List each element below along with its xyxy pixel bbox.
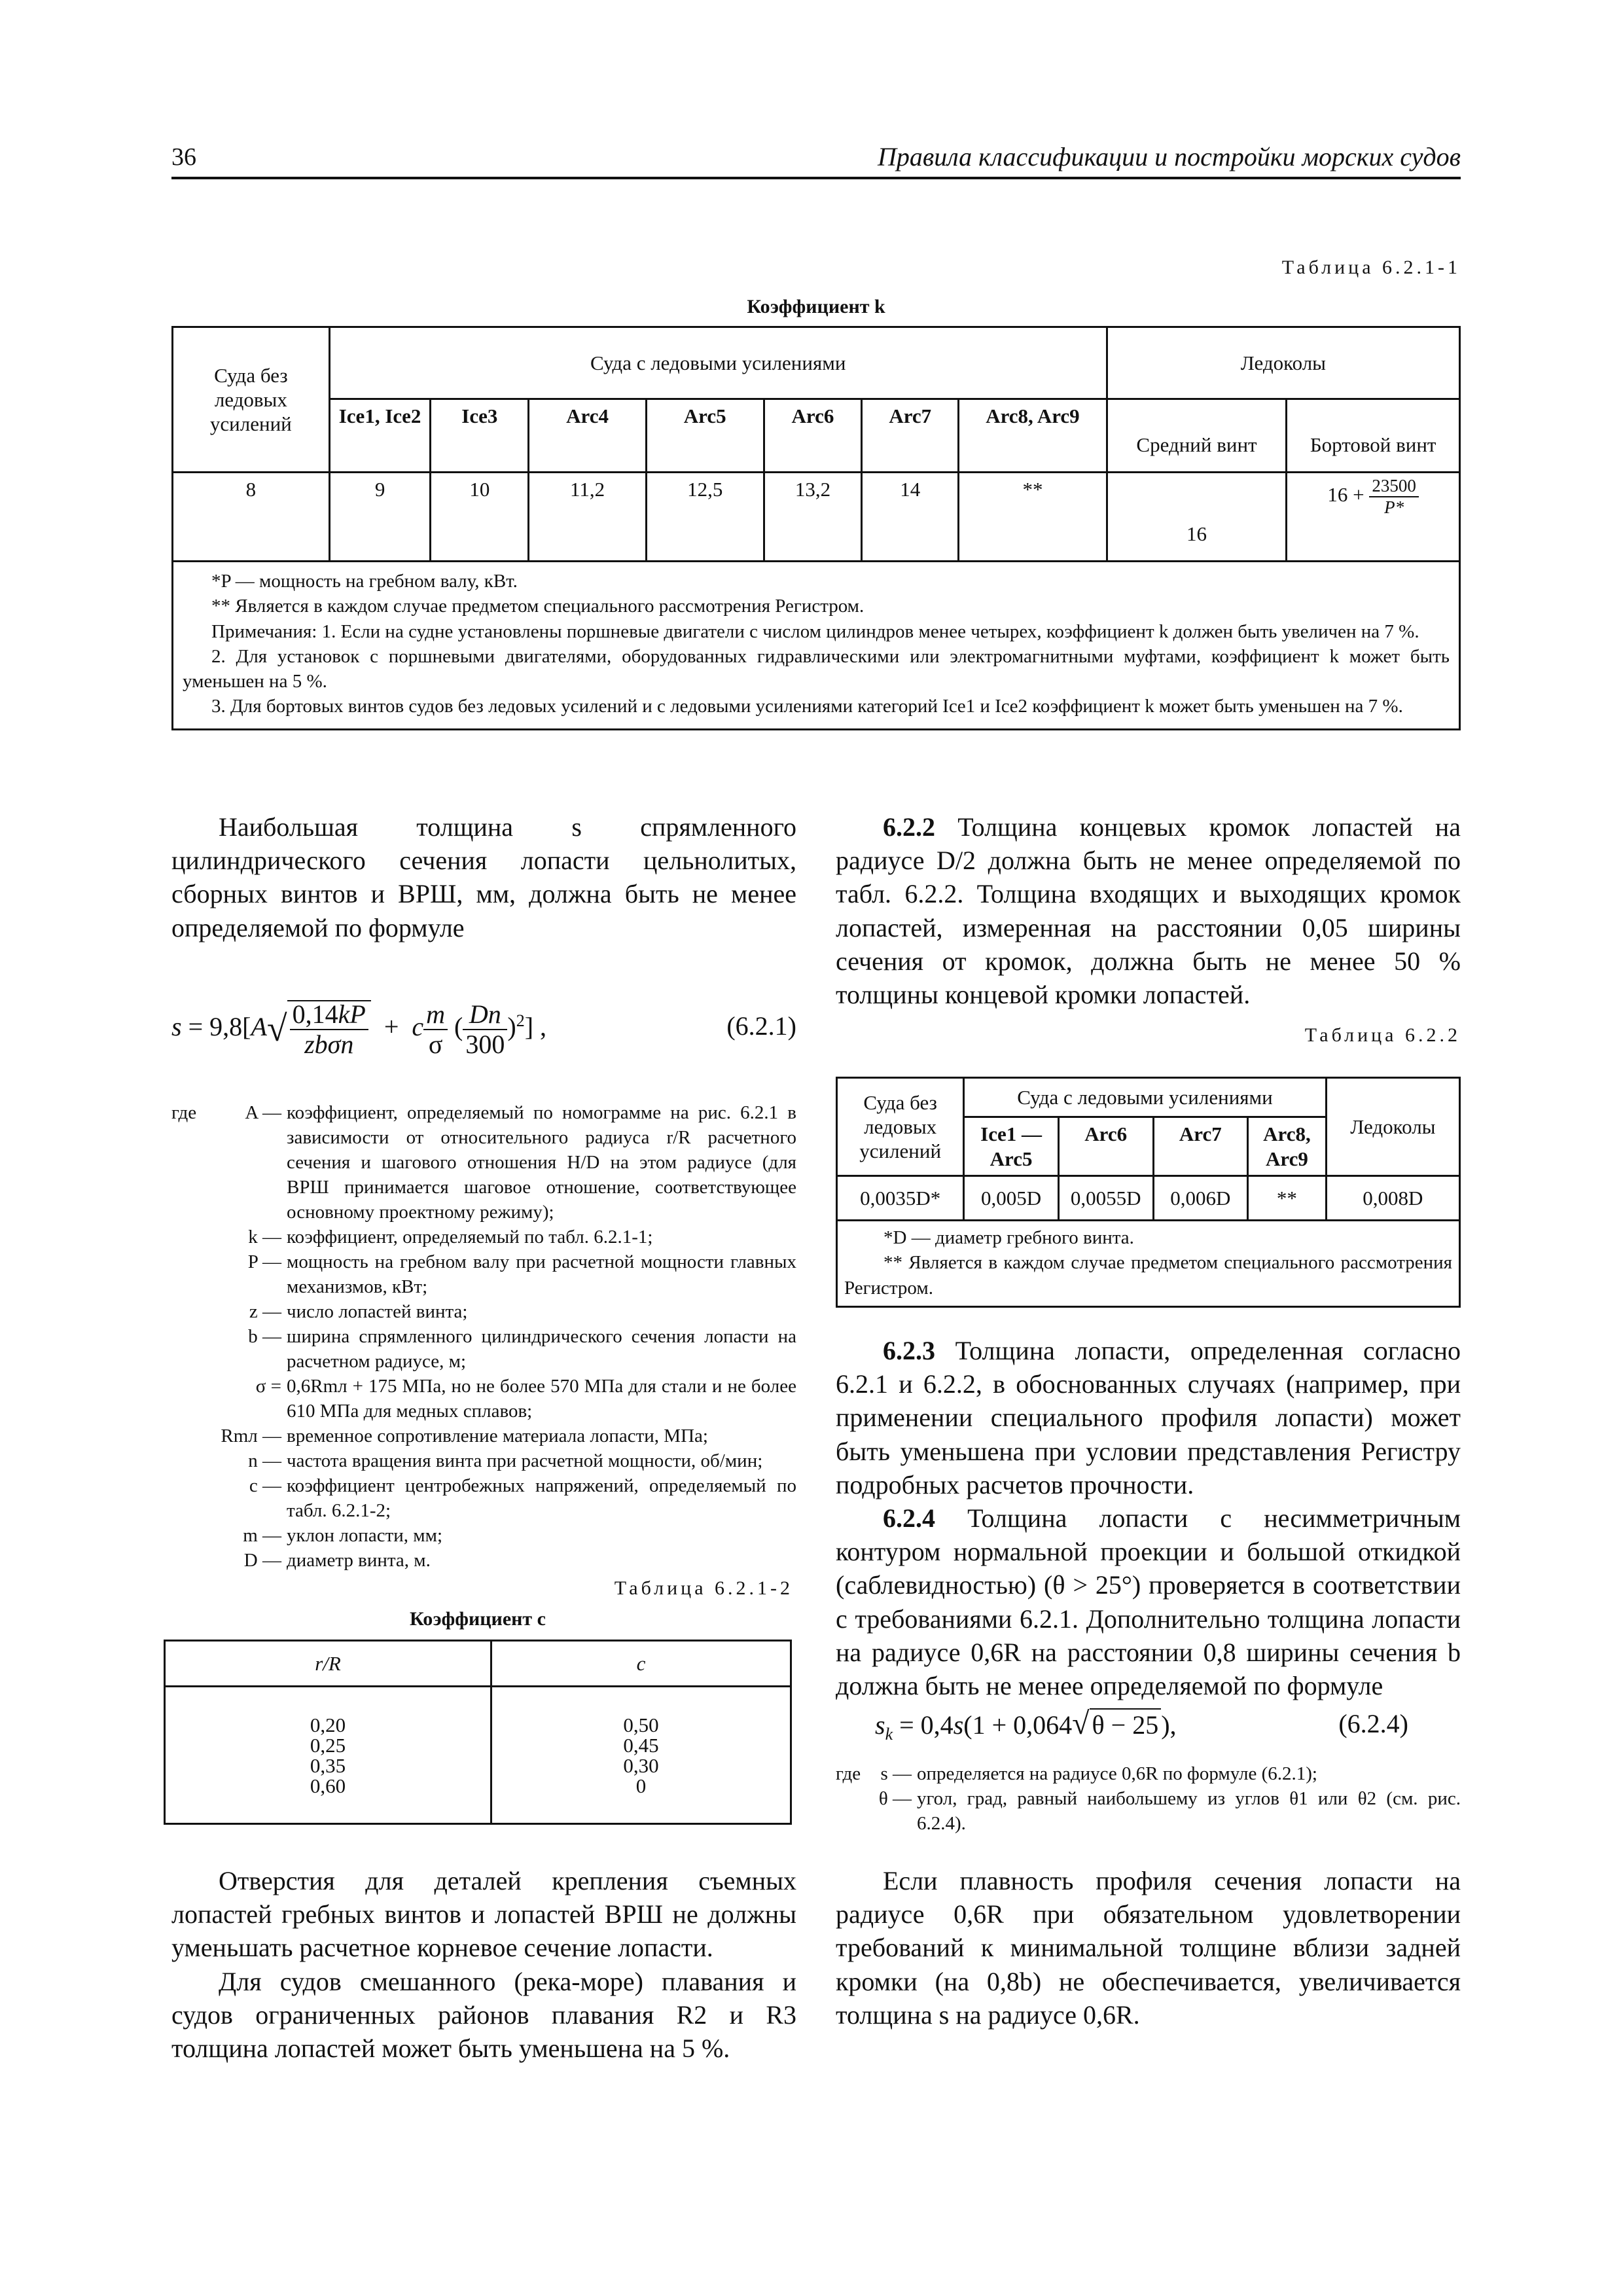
para-final: Если плавность профиля сечения лопасти на радиусе 0,6R при обязательном удовлетворении требований к минимальной толщине вблизи задней кромки (на 0,8b) не обеспечивается, увеличивается толщина s на радиусе 0,6R. <box>836 1866 1461 2030</box>
t1-formula-den: P* <box>1384 497 1404 517</box>
t3-value: 0,005D <box>964 1176 1059 1221</box>
def2-row: θ — угол, град, равный наибольшему из углов θ1 или θ2 (см. рис. 6.2.4). <box>878 1787 1461 1834</box>
def-row: D — диаметр винта, м. <box>243 1549 431 1571</box>
formula-number: (6.2.1) <box>726 1011 796 1041</box>
t1-note: ** Является в каждом случае предметом специального рассмотрения Регистром. <box>211 596 865 617</box>
sec-num-624: 6.2.4 <box>883 1503 935 1533</box>
intro-paragraph: Наибольшая толщина s спрямленного цилиндрического сечения лопасти цельнолитых, сборных винтов и ВРШ, мм, должна быть не менее определяемой по формуле <box>171 812 796 942</box>
right-bottom-text <box>836 1864 1461 2032</box>
t2-cell: 0 <box>635 1774 647 1797</box>
t1-ice-class: Ice1, Ice2 <box>329 399 431 473</box>
t1-value: 11,2 <box>529 473 647 562</box>
t1-head-ice: Суда с ледовыми усилениями <box>329 327 1107 399</box>
t3-ice-class: Arc8, Arc9 <box>1248 1117 1327 1176</box>
t1-note: Примечания: 1. Если на судне установлены поршневые двигатели с числом цилиндров менее четырех, коэффициент k должен быть увеличен на 7 %. <box>211 620 1419 642</box>
definitions <box>171 1101 796 1573</box>
left-intro <box>171 810 796 944</box>
t1-value: 16 <box>1107 473 1287 562</box>
t3-ice-class: Arc6 <box>1058 1117 1153 1176</box>
t3-value: ** <box>1248 1176 1327 1221</box>
t1-center-prop: Средний винт <box>1107 399 1287 473</box>
t1-note: 2. Для установок с поршневыми двигателями, оборудованных гидравлическими или электромагнитными муфтами, коэффициент k может быть уменьшен на 5 %. <box>183 645 1450 692</box>
sec-624-text: Толщина лопасти с несимметричным контуром нормальной проекции и большой откидкой (саблевидностью) (θ > 25°) проверяется в соответствии с требованиями 6.2.1. Дополнительно толщина лопасти на радиусе 0,6R на расстоянии 0,8 ширины сечения b должна быть не менее определяемой по формуле <box>836 1503 1461 1700</box>
table1 <box>171 326 1461 730</box>
para-openings: Отверстия для деталей крепления съемных лопастей гребных винтов и лопастей ВРШ не должны уменьшать расчетное корневое сечение лопасти. <box>171 1866 796 1963</box>
table2 <box>164 1640 792 1825</box>
table3-label: Таблица 6.2.2 <box>1304 1024 1461 1046</box>
t1-side-prop: Бортовой винт <box>1287 399 1460 473</box>
t3-head-icebreakers: Ледоколы <box>1326 1078 1459 1176</box>
table1-caption: Коэффициент k <box>747 296 885 317</box>
def-row: b — ширина спрямленного цилиндрического сечения лопасти на расчетном радиусе, м; <box>248 1325 796 1372</box>
t3-ice-class: Ice1 — Arc5 <box>964 1117 1059 1176</box>
formula-6-2-1: s = 9,8[A√ $\frac{0,14kP}{\text{zbσn}}$ + c $\frac{m}{\sigma}$ ( $\frac{Dn}{300}$ )$^2$] , (6.2.1) <box>171 999 796 1059</box>
t2-cell: 0,60 <box>310 1774 346 1797</box>
def-row: P — мощность на гребном валу при расчетной мощности главных механизмов, кВт; <box>247 1251 796 1297</box>
formula-6-2-4: $s_k = 0,4s(1 + 0,064√$ θ − 25 ), (6.2.4) <box>875 1706 1408 1744</box>
t2-cell: 0,25 <box>310 1733 346 1757</box>
sec-623-text: Толщина лопасти, определенная согласно 6.2.1 и 6.2.2, в обоснованных случаях (например, при применении специального профиля лопасти) может быть уменьшена при условии представления Регистру подробных расчетов прочности. <box>836 1336 1461 1499</box>
def-row: σ = 0,6Rmл + 175 МПа, но не более 570 МПа для стали и не более 610 МПа для медных сплавов; <box>255 1375 796 1422</box>
sec-622-text: Толщина концевых кромок лопастей на радиусе D/2 должна быть не менее определяемой по табл. 6.2.2. Толщина входящих и выходящих кромок лопастей, измеренная на расстоянии 0,05 ширины сечения от кромок, должна быть не менее 50 % толщины концевой кромки лопастей. <box>836 812 1461 1009</box>
t2-cell: 0,35 <box>310 1753 346 1777</box>
t2-cell: 0,50 <box>623 1713 659 1736</box>
def-row: A — коэффициент, определяемый по номограмме на рис. 6.2.1 в зависимости от относительного радиуса r/R расчетного сечения и шагового отношения H/D на этом радиусе (для ВРШ принимается шаговое отношение, соответствующее основному проектному режиму); <box>245 1102 796 1223</box>
t1-formula-prefix: 16 + <box>1327 483 1364 507</box>
t1-ice-class: Ice3 <box>431 399 529 473</box>
t2-head-c: c <box>491 1641 791 1687</box>
t1-notes <box>173 562 1460 730</box>
t3-value: 0,006D <box>1153 1176 1248 1221</box>
t1-ice-class: Arc6 <box>764 399 862 473</box>
t1-value: 9 <box>329 473 431 562</box>
where-word-2: где <box>836 1763 861 1784</box>
header-rule <box>171 177 1461 179</box>
t1-ice-class: Arc7 <box>862 399 959 473</box>
def-row: c — коэффициент центробежных напряжений, определяемый по табл. 6.2.1-2; <box>249 1475 796 1521</box>
t1-formula-num: 23500 <box>1369 477 1419 497</box>
def2-row: s — определяется на радиусе 0,6R по формуле (6.2.1); <box>880 1763 1317 1784</box>
table1-label: Таблица 6.2.1-1 <box>1281 257 1461 278</box>
formula2-number: (6.2.4) <box>1338 1709 1408 1738</box>
t1-value: 10 <box>431 473 529 562</box>
running-title: Правила классификации и постройки морских судов <box>877 142 1461 171</box>
t1-note: 3. Для бортовых винтов судов без ледовых усилений и с ледовыми усилениями категорий Ice1 и Ice2 коэффициент k может быть уменьшен на 7 %. <box>211 696 1403 717</box>
t3-head-no-ice: Суда без ледовых усилений <box>837 1078 964 1176</box>
t1-value: 12,5 <box>646 473 764 562</box>
t3-ice-class: Arc7 <box>1153 1117 1248 1176</box>
t1-head-icebreakers: Ледоколы <box>1107 327 1459 399</box>
page-number: 36 <box>171 143 196 171</box>
def-row: m — уклон лопасти, мм; <box>243 1524 443 1546</box>
table2-label: Таблица 6.2.1-2 <box>614 1577 793 1599</box>
t1-ice-class: Arc4 <box>529 399 647 473</box>
t1-note: *P — мощность на гребном валу, кВт. <box>211 571 518 592</box>
t2-cell: 0,30 <box>623 1753 659 1777</box>
t1-value: 14 <box>862 473 959 562</box>
table3 <box>836 1077 1461 1308</box>
def-row: k — коэффициент, определяемый по табл. 6.2.1-1; <box>248 1226 653 1247</box>
t3-value: 0,0055D <box>1058 1176 1153 1221</box>
t1-head-no-ice: Суда без ледовых усилений <box>173 327 330 473</box>
t1-value: ** <box>959 473 1107 562</box>
sections-6-2-3-4 <box>836 1334 1461 1702</box>
t3-note: *D — диаметр гребного винта. <box>883 1227 1134 1248</box>
left-bottom-text <box>171 1864 796 2065</box>
where-word: где <box>171 1102 197 1123</box>
section-6-2-2 <box>836 810 1461 1011</box>
table2-caption: Коэффициент c <box>410 1608 546 1630</box>
para-river-sea: Для судов смешанного (река-море) плавания и судов ограниченных районов плавания R2 и R3 толщина лопастей может быть уменьшена на 5 %. <box>171 1966 796 2063</box>
t3-value: 0,008D <box>1326 1176 1459 1221</box>
t2-cell: 0,20 <box>310 1713 346 1736</box>
t3-head-ice: Суда с ледовыми усилениями <box>964 1078 1326 1117</box>
t1-value: 13,2 <box>764 473 862 562</box>
t1-ice-class: Arc5 <box>646 399 764 473</box>
definitions-2 <box>836 1762 1461 1837</box>
def-row: n — частота вращения винта при расчетной мощности, об/мин; <box>248 1450 763 1471</box>
t1-value: 8 <box>173 473 330 562</box>
sec-num-623: 6.2.3 <box>883 1336 935 1365</box>
t3-notes <box>837 1221 1460 1307</box>
def-row: z — число лопастей винта; <box>249 1300 468 1322</box>
t2-cell: 0,45 <box>623 1733 659 1757</box>
t1-ice-class: Arc8, Arc9 <box>959 399 1107 473</box>
sec-num-622: 6.2.2 <box>883 812 935 842</box>
t2-head-rR: r/R <box>165 1641 491 1687</box>
def-row: Rmл — временное сопротивление материала лопасти, МПа; <box>221 1425 708 1446</box>
t1-side-formula <box>1287 473 1460 562</box>
t3-note: ** Является в каждом случае предметом специального рассмотрения Регистром. <box>844 1252 1452 1299</box>
t3-value: 0,0035D* <box>837 1176 964 1221</box>
